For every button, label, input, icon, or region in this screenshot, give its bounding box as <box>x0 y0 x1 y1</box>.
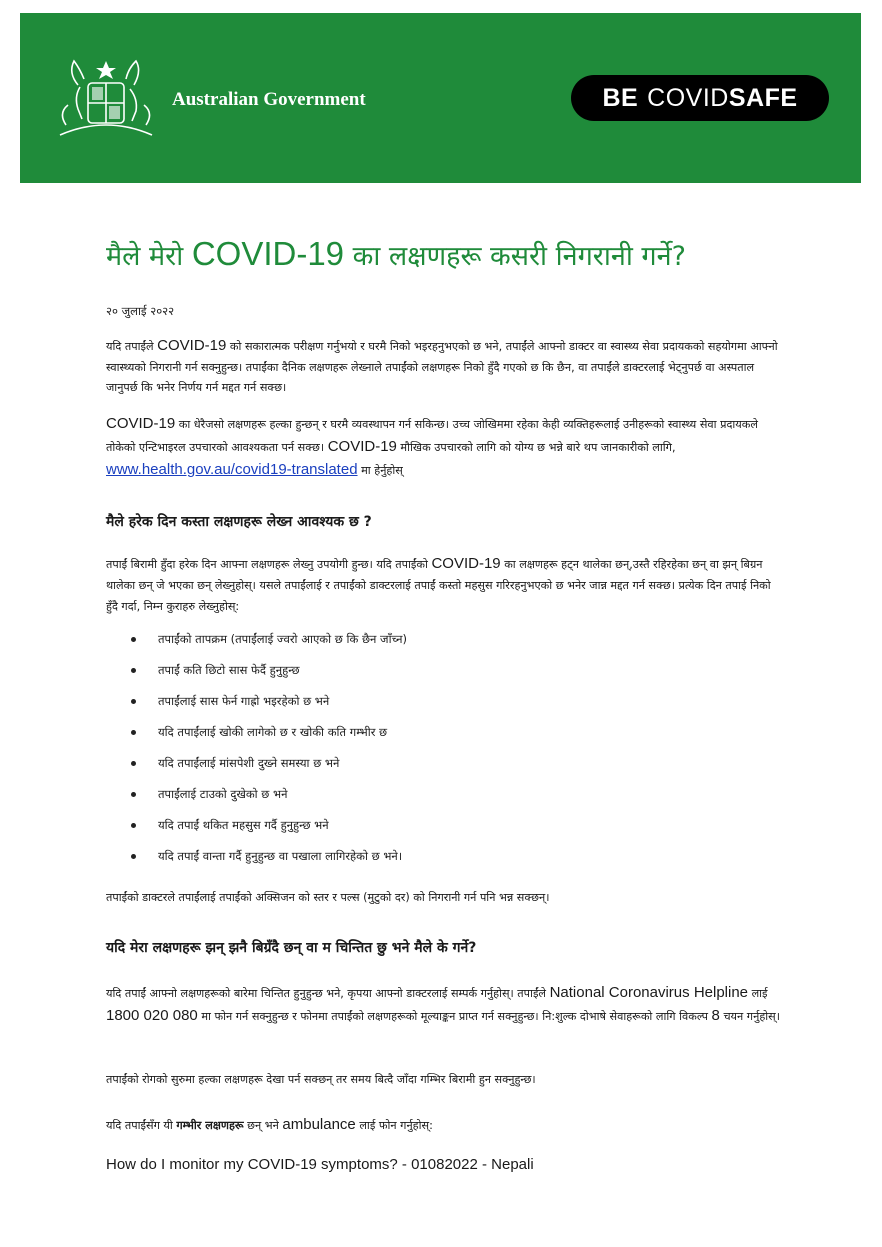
list-item-text: तपाईंलाई टाउको दुखेको छ भने <box>158 787 288 801</box>
list-item-text: तपाईंको तापक्रम (तपाईंलाई ज्वरो आएको छ कि छैन जाँच्न) <box>158 632 407 646</box>
oxygen-paragraph: तपाईंको डाक्टरले तपाईंलाई तपाईंको अक्सिजन को स्तर र पल्स (मुटुको दर) को निगरानी गर्न पनि भन्न सक्छन्। <box>106 891 550 904</box>
title-part: COVID-19 <box>191 235 345 272</box>
text-run: लाई <box>748 987 768 1000</box>
title-part: मैले मेरो <box>106 241 192 272</box>
helpline-number: 1800 020 080 <box>106 1007 198 1024</box>
bullet-icon <box>131 761 136 766</box>
mild-symptoms-paragraph: तपाईंको रोगको सुरुमा हल्का लक्षणहरू देखा पर्न सक्छन् तर समय बित्दै जाँदा गम्भिर बिरामी हुन सक्नुहुन्छ। <box>106 1073 536 1086</box>
badge-text-covid: COVID <box>647 83 729 112</box>
treatment-paragraph <box>106 413 782 482</box>
text-run: को सकारात्मक परीक्षण गर्नुभयो र घरमै निको भइरहनुभएको छ भने, तपाईंले आफ्नो डाक्टर वा स्वास्थ्य सेवा प्रदायकको सहयोगमा आफ्नो स्वास्थ्यको निगरानी गर्न सक्नुहुन्छ। तपाईंका दैनिक लक्षणहरू लेख्नाले तपाईंको लक्षणहरू निको हुँदै गएको छ कि छैन, वा तपाईंले डाक्टरलाई भेट्नुपर्छ वा अस्पताल जानुपर्छ कि भनेर निर्णय गर्न मद्दत गर्न सक्छ। <box>106 340 778 394</box>
text-run: मौखिक उपचारको लागि को योग्य छ भन्ने बारे थप जानकारीको लागि, <box>396 441 676 454</box>
bullet-icon <box>131 637 136 642</box>
text-run: ambulance <box>282 1116 356 1133</box>
list-item <box>106 841 782 872</box>
list-item <box>106 779 782 810</box>
text-run: का धेरैजसो लक्षणहरू हल्का हुन्छन् र घरमै व्यवस्थापन गर्न सकिन्छ। उच्च जोखिममा रहेका केही व्यक्तिहरूलाई उनीहरूको स्वास्थ्य सेवा प्रदायकले तोकेको एन्टिभाइरल उपचारको आवश्यकता पर्न सक्छ। <box>106 418 758 454</box>
text-run: COVID-19 <box>157 337 227 354</box>
badge-text-be: BE <box>602 83 639 112</box>
text-run: मा हेर्नुहोस् <box>357 464 403 477</box>
intro-paragraph <box>106 336 782 399</box>
text-run: 8 <box>711 1007 720 1024</box>
list-item <box>106 655 782 686</box>
list-item-text: यदि तपाईंलाई मांसपेशी दुख्ने समस्या छ भने <box>158 756 340 770</box>
section-heading-worse-symptoms: यदि मेरा लक्षणहरू झन् झनै बिग्रँदै छन् वा म चिन्तित छु भने मैले के गर्ने? <box>106 940 477 956</box>
symptom-list <box>106 624 782 872</box>
text-run: COVID-19 <box>106 415 176 432</box>
be-covidsafe-badge <box>571 75 829 121</box>
text-run: यदि तपाईंसँग यी <box>106 1119 177 1132</box>
bullet-icon <box>131 854 136 859</box>
list-item-text: तपाईंलाई सास फेर्न गाह्रो भइरहेको छ भने <box>158 694 330 708</box>
text-run: COVID-19 <box>431 555 501 572</box>
text-run: छन् भने <box>243 1119 283 1132</box>
health-website-link[interactable]: www.health.gov.au/covid19-translated <box>106 461 358 478</box>
text-run: यदि तपाईं आफ्नो लक्षणहरूको बारेमा चिन्तित हुनुहुन्छ भने, कृपया आफ्नो डाक्टरलाई सम्पर्क गर्नुहोस्। तपाईंले <box>106 987 550 1000</box>
text-run: यदि तपाईंले <box>106 340 158 353</box>
government-name: Australian Government <box>172 89 366 110</box>
bullet-icon <box>131 699 136 704</box>
text-run: चयन गर्नुहोस्। <box>719 1010 780 1023</box>
list-item <box>106 717 782 748</box>
text-run: National Coronavirus Helpline <box>549 984 749 1001</box>
badge-text-safe: SAFE <box>728 83 798 112</box>
section-heading-daily-symptoms: मैले हरेक दिन कस्ता लक्षणहरू लेख्न आवश्यक छ ? <box>106 514 372 530</box>
coat-of-arms-icon <box>50 55 162 145</box>
helpline-paragraph <box>106 982 782 1028</box>
list-item <box>106 810 782 841</box>
bullet-icon <box>131 792 136 797</box>
list-item <box>106 686 782 717</box>
daily-symptoms-paragraph <box>106 553 782 617</box>
bullet-icon <box>131 668 136 673</box>
text-run: मा फोन गर्न सक्नुहुन्छ र फोनमा तपाईंको लक्षणहरूको मूल्याङ्कन प्राप्त गर्न सक्नुहुन्छ। नि:शुल्क दोभाषे सेवाहरूको लागि विकल्प <box>197 1010 712 1023</box>
text-run: तपाईं बिरामी हुँदा हरेक दिन आफ्ना लक्षणहरू लेख्नु उपयोगी हुन्छ। यदि तपाईंको <box>106 558 432 571</box>
ambulance-paragraph <box>106 1115 782 1137</box>
text-run: का लक्षणहरू हट्न थालेका छन्,उस्तै रहिरहेका छन् वा झन् बिग्रन थालेका छन् जे भएका छन् लेख्नुहोस्। यसले तपाईंलाई र तपाईंको डाक्टरलाई तपाईं कस्तो महसुस गरिरहनुभएको छ भनेर जान्न मद्दत गर्न सक्छ। प्रत्येक दिन तपाई निको हुँदै गर्दा, निम्न कुराहरु लेख्नुहोस्: <box>106 558 771 613</box>
list-item-text: यदि तपाईंलाई खोकी लागेको छ र खोकी कति गम्भीर छ <box>158 725 388 739</box>
text-run: COVID-19 <box>327 438 397 455</box>
page-footer: How do I monitor my COVID-19 symptoms? - 01082022 - Nepali <box>106 1156 534 1173</box>
list-item <box>106 748 782 779</box>
text-run: लाई फोन गर्नुहोस्: <box>355 1119 433 1132</box>
list-item <box>106 624 782 655</box>
list-item-text: यदि तपाईं वान्ता गर्दै हुनुहुन्छ वा पखाला लागिरहेको छ भने। <box>158 849 403 863</box>
bullet-icon <box>131 823 136 828</box>
document-body <box>106 232 782 1173</box>
text-run: गम्भीर लक्षणहरू <box>176 1119 244 1132</box>
bullet-icon <box>131 730 136 735</box>
page-title <box>106 232 782 279</box>
document-date: २० जुलाई २०२२ <box>106 304 175 318</box>
list-item-text: यदि तपाईं थकित महसुस गर्दै हुनुहुन्छ भने <box>158 818 329 832</box>
header-banner <box>20 13 861 183</box>
list-item-text: तपाईं कति छिटो सास फेर्दै हुनुहुन्छ <box>158 663 300 677</box>
title-part: का लक्षणहरू कसरी निगरानी गर्ने? <box>344 241 686 272</box>
